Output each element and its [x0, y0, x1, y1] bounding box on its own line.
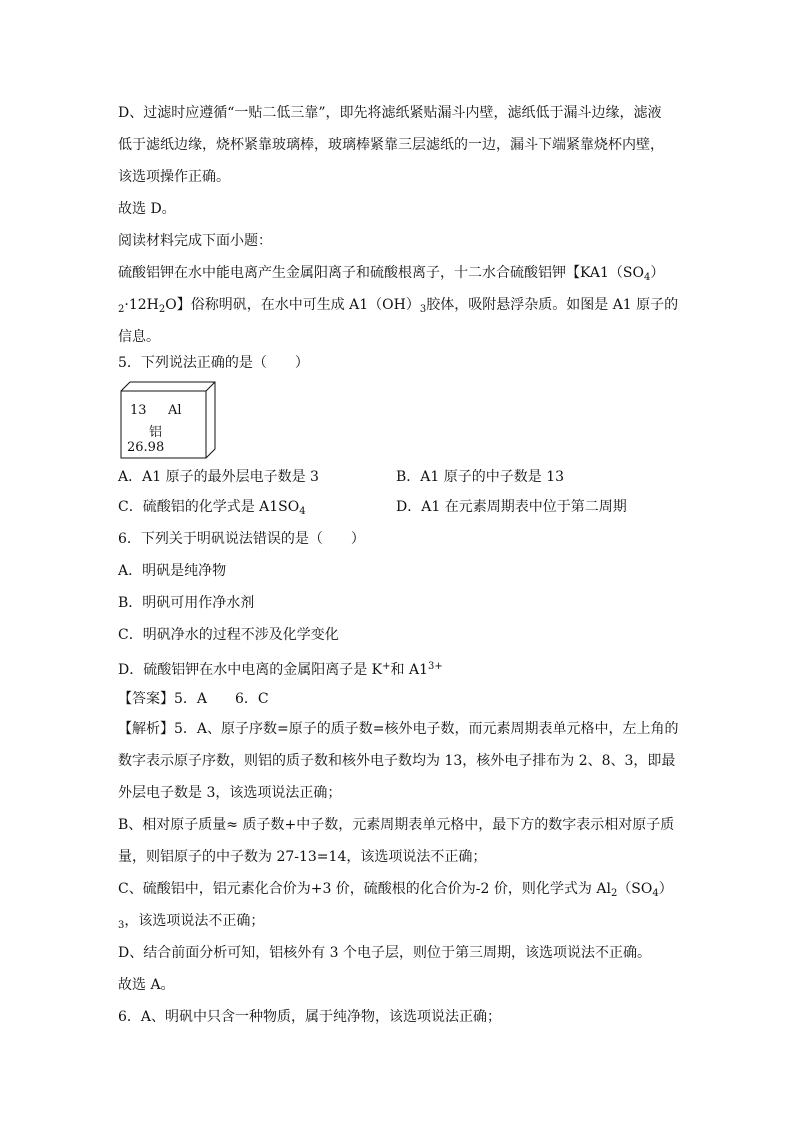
option-6d — [118, 657, 443, 680]
superscript: 3+ — [428, 661, 443, 672]
text-span: 和 A1 — [390, 662, 428, 678]
question-5: 5．下列说法正确的是（ ） — [118, 355, 309, 371]
option-6b: B．明矾可用作净水剂 — [118, 595, 255, 611]
atomic-mass: 26.98 — [127, 440, 165, 455]
aluminum-element-cell — [120, 381, 216, 459]
text-line: 故选 A。 — [118, 977, 175, 993]
text-span: ） — [650, 265, 665, 281]
text-span: 胶体，吸附悬浮杂质。如图是 A1 原子的 — [426, 297, 679, 313]
text-line — [118, 879, 673, 904]
text-line: 【解析】5．A、原子序数=原子的质子数=核外电子数，而元素周期表单元格中，左上角的 — [118, 721, 679, 737]
text-line: 数字表示原子序数，则铝的质子数和核外电子数均为 13，核外电子排布为 2、8、3，即最 — [118, 753, 676, 769]
text-span: C、硫酸铝中，铝元素化合价为+3 价，硫酸根的化合价为-2 价，则化学式为 Al — [118, 881, 611, 897]
answer-line: 【答案】5．A 6．C — [118, 691, 269, 707]
text-span: D．硫酸铝钾在水中电离的金属阳离子是 K — [118, 662, 383, 678]
text-line: 低于滤纸边缘，烧杯紧靠玻璃棒，玻璃棒紧靠三层滤纸的一边，漏斗下端紧靠烧杯内壁， — [118, 137, 664, 153]
element-symbol: Al — [168, 403, 182, 418]
text-span: （SO — [617, 881, 653, 897]
text-line: 阅读材料完成下面小题： — [118, 233, 272, 249]
text-line: 外层电子数是 3，该选项说法正确； — [118, 785, 342, 801]
question-6: 6．下列关于明矾说法错误的是（ ） — [118, 531, 365, 547]
text-line: 6．A、明矾中只含一种物质，属于纯净物，该选项说法正确； — [118, 1009, 502, 1025]
text-span: 硫酸铝钾在水中能电离产生金属阳离子和硫酸根离子，十二水合硫酸铝钾【KA1（SO — [118, 265, 644, 281]
text-line: 该选项操作正确。 — [118, 169, 230, 185]
option-6c: C．明矾净水的过程不涉及化学变化 — [118, 627, 339, 643]
subscript: 3 — [419, 304, 427, 315]
text-span: O】 — [165, 297, 191, 313]
text-line: D、结合前面分析可知，铝核外有 3 个电子层，则位于第三周期，该选项说法不正确。 — [118, 945, 652, 961]
option-5c — [118, 497, 306, 522]
text-span: 俗称明矾，在水中可生成 A1（OH） — [190, 297, 420, 313]
text-line: D、过滤时应遵循“一贴二低三靠”，即先将滤纸紧贴漏斗内壁，滤纸低于漏斗边缘，滤液 — [118, 105, 662, 121]
text-line — [118, 295, 678, 320]
atomic-number: 13 — [130, 403, 147, 418]
text-span: C．硫酸铝的化学式是 A1SO — [118, 499, 300, 515]
text-line — [118, 911, 264, 936]
subscript: 4 — [652, 888, 659, 899]
text-line: 信息。 — [118, 329, 160, 345]
option-5b: B．A1 原子的中子数是 13 — [396, 469, 565, 485]
text-span: ） — [658, 881, 673, 897]
text-span: ·12H — [124, 297, 159, 313]
text-span: ，该选项说法不正确； — [124, 913, 265, 929]
subscript: 2 — [158, 304, 166, 315]
superscript: + — [382, 661, 391, 672]
subscript: 4 — [299, 506, 306, 517]
subscript: 3 — [118, 920, 125, 931]
option-5a: A．A1 原子的最外层电子数是 3 — [118, 469, 319, 485]
text-line: B、相对原子质量≈ 质子数+中子数，元素周期表单元格中，最下方的数字表示相对原子质 — [118, 817, 675, 833]
option-6a: A．明矾是纯净物 — [118, 563, 227, 579]
text-line: 故选 D。 — [118, 201, 176, 217]
text-line: 量，则铝原子的中子数为 27-13=14，该选项说法不正确； — [118, 849, 487, 865]
subscript: 2 — [118, 304, 125, 315]
text-line — [118, 263, 664, 288]
subscript: 4 — [643, 272, 651, 283]
element-name: 铝 — [149, 425, 163, 440]
subscript: 2 — [610, 888, 618, 899]
option-5d: D．A1 在元素周期表中位于第二周期 — [396, 499, 627, 515]
